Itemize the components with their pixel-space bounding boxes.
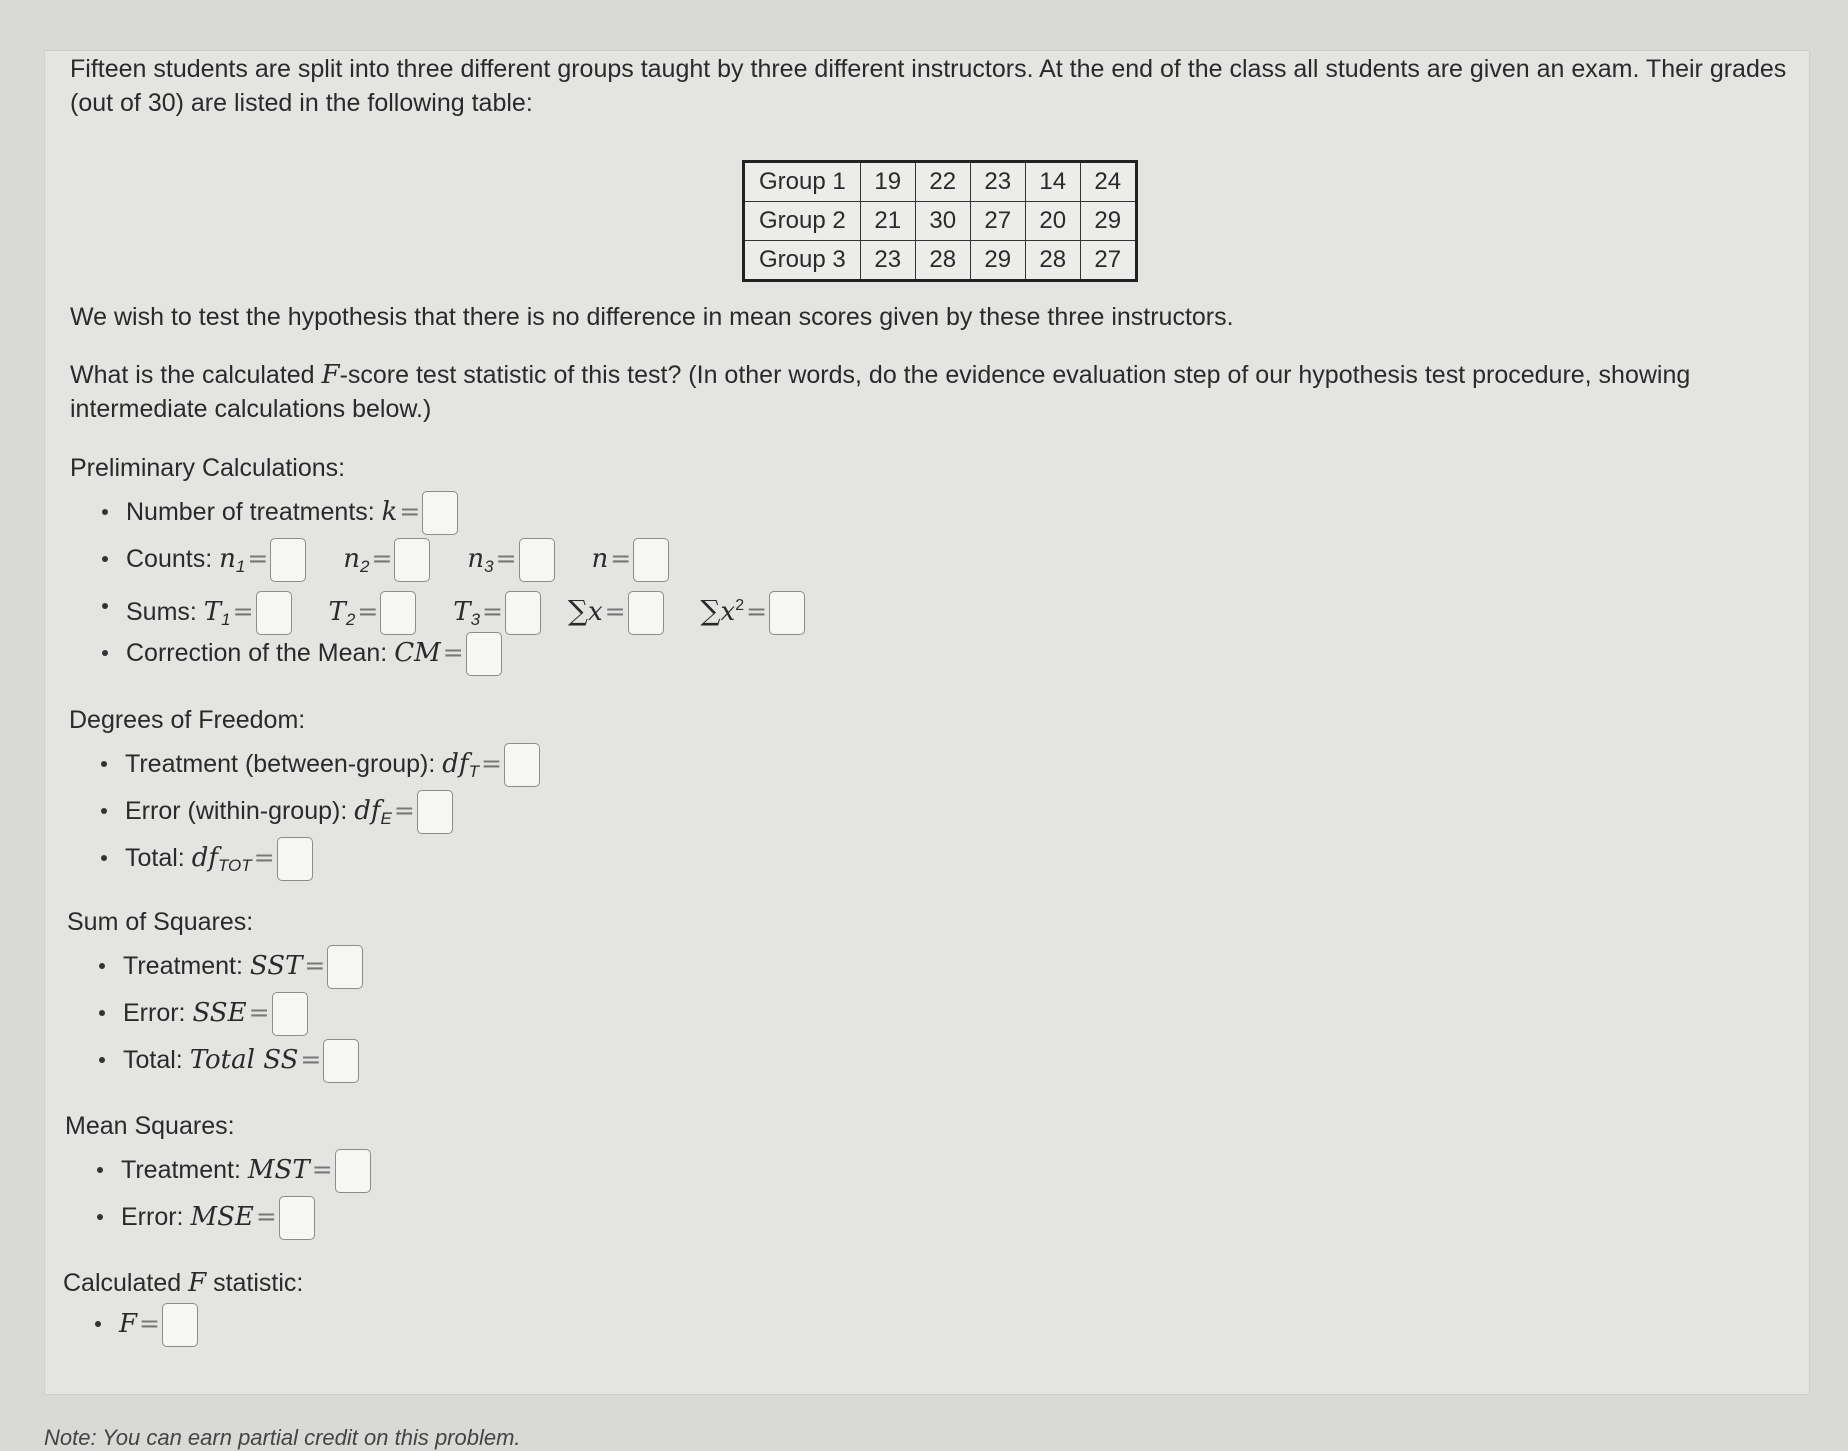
list-item: Error (within-group): $df_E=$ [97,787,540,834]
list-item: Treatment (between-group): $df_T=$ [97,740,540,787]
sum-symbol: ∑ [700,594,721,627]
table-row [744,162,1137,202]
n3-input[interactable] [519,538,555,582]
grade-cell: 22 [915,162,970,202]
grade-cell: 14 [1025,162,1080,202]
dof-treatment-label: Treatment (between-group): [125,750,443,778]
ss-treatment-label: Treatment: [123,952,250,980]
ms-treatment-label: Treatment: [121,1156,248,1184]
preliminary-title: Preliminary Calculations: [70,454,346,482]
grade-cell: 27 [1080,241,1136,281]
grade-cell: 28 [1025,241,1080,281]
fstat-title-var: F [188,1268,207,1298]
grade-cell: 23 [970,162,1025,202]
grade-cell: 20 [1025,202,1080,241]
ss-error-label: Error: [123,999,193,1027]
dftot-input[interactable] [277,837,313,881]
list-item: Total: $df_{TOT}=$ [97,834,540,881]
list-item: Error: SSE= [95,989,363,1036]
question-before: What is the calculated [70,361,322,389]
dft-input[interactable] [504,743,540,787]
fstat-title-before: Calculated [63,1269,189,1297]
list-item: F= [91,1300,198,1347]
list-item: Error: MSE= [93,1193,371,1240]
mse-input[interactable] [279,1196,315,1240]
ms-title: Mean Squares: [65,1112,235,1140]
grade-cell: 30 [915,202,970,241]
list-item: Sums: $T_1= T_2= T_3= \sum x= \sum x^2=$ [98,582,805,629]
question-var: F [321,360,340,390]
ms-error-label: Error: [121,1203,191,1231]
list-item: Treatment: MST= [93,1146,371,1193]
grade-cell: 24 [1080,162,1136,202]
ss-total-label: Total: [123,1046,190,1074]
n1-input[interactable] [270,538,306,582]
fstat-title [63,1268,303,1298]
k-var: k [381,497,398,527]
dof-list [97,740,540,881]
cm-label: Correction of the Mean: [126,639,395,667]
sums-label: Sums: [126,598,204,626]
preliminary-list [98,488,805,676]
list-item: Treatment: SST= [95,942,363,989]
group-label: Group 3 [744,241,861,281]
fstat-title-after: statistic: [206,1269,304,1297]
group-label: Group 2 [744,202,861,241]
question-after: -score test statistic of this test? (In other words, do the evidence evaluation step of our hypothesis test procedure, showing intermediate calculations below.) [70,361,1691,423]
ss-title: Sum of Squares: [67,908,254,936]
grade-cell: 27 [970,202,1025,241]
grade-cell: 23 [860,241,915,281]
treatments-label: Number of treatments: [126,498,382,526]
list-item: Total: Total SS= [95,1036,363,1083]
counts-label: Counts: [126,545,220,573]
intro-text: Fifteen students are split into three different groups taught by three different instructors. At the end of the class all students are given an exam. Their grades (out of 30) are listed in the following table: [70,55,1787,117]
grade-cell: 21 [860,202,915,241]
cm-input[interactable] [466,632,502,676]
list-item: Correction of the Mean: CM= [98,629,805,676]
ss-list [95,942,363,1083]
mst-input[interactable] [335,1149,371,1193]
grade-cell: 19 [860,162,915,202]
dof-title: Degrees of Freedom: [69,706,306,734]
table-row [744,202,1137,241]
grade-cell: 29 [1080,202,1136,241]
dfe-input[interactable] [417,790,453,834]
table-row [744,241,1137,281]
dof-total-label: Total: [125,844,192,872]
sst-input[interactable] [327,945,363,989]
total-ss-input[interactable] [323,1039,359,1083]
list-item: Counts: $n_1= n_2= n_3= n=$ [98,535,805,582]
hypothesis-text: We wish to test the hypothesis that there is no difference in mean scores given by these three instructors. [70,303,1234,331]
sum-symbol: ∑ [567,594,588,627]
partial-credit-note: Note: You can earn partial credit on this problem. [44,1425,521,1450]
group-label: Group 1 [744,162,861,202]
grade-cell: 29 [970,241,1025,281]
k-input[interactable] [422,491,458,535]
ms-list [93,1146,371,1240]
n2-input[interactable] [394,538,430,582]
dof-error-label: Error (within-group): [125,797,355,825]
grades-table [742,160,1138,282]
list-item: Number of treatments: k= [98,488,805,535]
n-input[interactable] [633,538,669,582]
fstat-list [91,1300,198,1347]
question-text [70,358,1810,426]
f-input[interactable] [162,1303,198,1347]
sse-input[interactable] [272,992,308,1036]
grade-cell: 28 [915,241,970,281]
